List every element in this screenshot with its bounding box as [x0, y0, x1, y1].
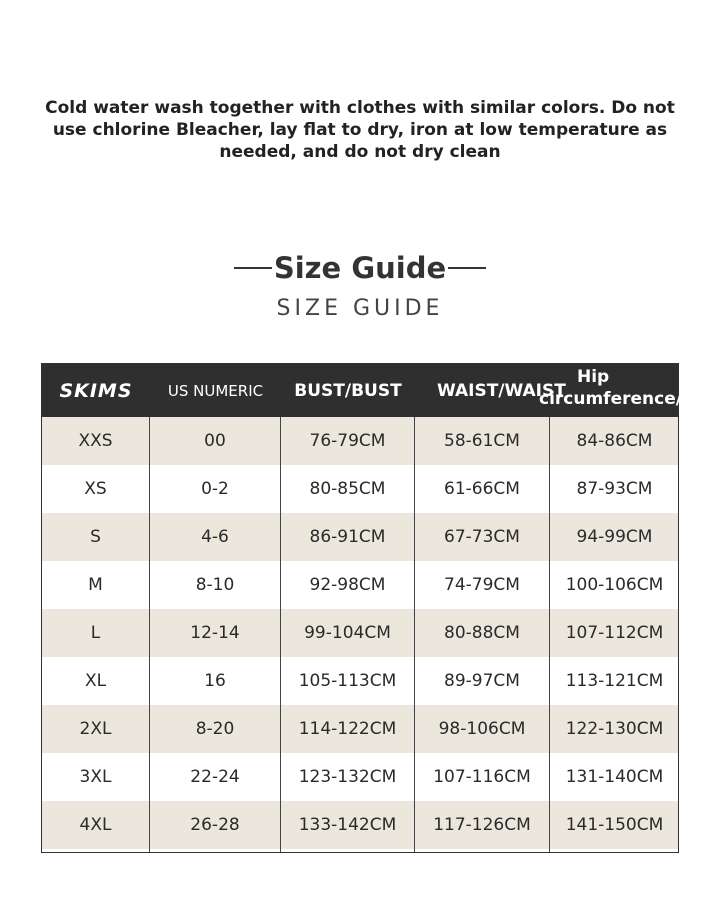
care-instructions: Cold water wash together with clothes with similar colors. Do not use chlorine Bleacher, lay flat to dry, iron at low temperature as needed, and do not dry clean — [45, 98, 675, 162]
us-numeric-cell: 4-6 — [201, 527, 229, 547]
us-numeric-cell: 00 — [204, 431, 226, 451]
us-numeric-cell: 16 — [204, 671, 226, 691]
table-row — [42, 513, 678, 561]
size-cell: S — [90, 527, 101, 547]
bust-cell: 76-79CM — [309, 431, 386, 451]
us-numeric-cell: 8-20 — [195, 719, 235, 739]
column-divider — [149, 417, 150, 852]
waist-cell: 98-106CM — [438, 719, 526, 739]
table-body — [42, 417, 678, 849]
table-row — [42, 705, 678, 753]
bust-cell: 123-132CM — [298, 767, 397, 787]
column-divider — [414, 417, 415, 852]
hip-cell: 107-112CM — [565, 623, 664, 643]
size-cell: XS — [84, 479, 107, 499]
us-numeric-cell: 12-14 — [190, 623, 240, 643]
header-waist: WAIST/WAIST — [437, 380, 566, 401]
size-cell: 3XL — [79, 767, 112, 787]
hip-cell: 94-99CM — [576, 527, 653, 547]
table-row — [42, 801, 678, 849]
title-rule-left — [234, 267, 272, 269]
table-header — [42, 364, 715, 417]
table-row — [42, 657, 678, 705]
header-hip — [539, 366, 715, 416]
size-cell: XXS — [78, 431, 113, 451]
size-guide-subtitle: SIZE GUIDE — [276, 296, 444, 321]
bust-cell: 99-104CM — [304, 623, 391, 643]
hip-cell: 122-130CM — [565, 719, 664, 739]
waist-cell: 61-66CM — [444, 479, 520, 499]
bust-cell: 105-113CM — [298, 671, 397, 691]
size-cell: L — [90, 623, 101, 643]
size-cell: 2XL — [79, 719, 112, 739]
table-row — [42, 753, 678, 801]
waist-cell: 67-73CM — [444, 527, 520, 547]
us-numeric-cell: 8-10 — [195, 575, 235, 595]
hip-cell: 131-140CM — [565, 767, 664, 787]
waist-cell: 107-116CM — [433, 767, 531, 787]
header-hip-line2: circumference/HIP — [539, 389, 715, 409]
us-numeric-cell: 22-24 — [190, 767, 240, 787]
header-bust: BUST/BUST — [294, 380, 402, 401]
us-numeric-cell: 0-2 — [201, 479, 229, 499]
hip-cell: 100-106CM — [565, 575, 664, 595]
size-cell: M — [88, 575, 103, 595]
table-row — [42, 465, 678, 513]
bust-cell: 80-85CM — [309, 479, 386, 499]
column-divider — [549, 417, 550, 852]
us-numeric-cell: 26-28 — [190, 815, 240, 835]
waist-cell: 117-126CM — [433, 815, 531, 835]
hip-cell: 87-93CM — [576, 479, 653, 499]
column-divider — [280, 417, 281, 852]
bust-cell: 86-91CM — [309, 527, 386, 547]
table-row — [42, 609, 678, 657]
waist-cell: 89-97CM — [444, 671, 520, 691]
bust-cell: 114-122CM — [298, 719, 397, 739]
hip-cell: 141-150CM — [565, 815, 664, 835]
hip-cell: 84-86CM — [576, 431, 653, 451]
hip-cell: 113-121CM — [565, 671, 664, 691]
size-table — [41, 363, 715, 853]
table-row — [42, 417, 678, 465]
size-cell: XL — [84, 671, 107, 691]
table-row — [42, 561, 678, 609]
bust-cell: 133-142CM — [298, 815, 397, 835]
size-guide-heading — [0, 248, 720, 288]
waist-cell: 58-61CM — [444, 431, 520, 451]
header-us-numeric: US NUMERIC — [167, 381, 264, 400]
header-hip-line1: Hip — [577, 367, 610, 387]
title-rule-right — [448, 267, 486, 269]
size-cell: 4XL — [79, 815, 112, 835]
brand-logo: SKIMS — [59, 379, 133, 402]
bust-cell: 92-98CM — [309, 575, 386, 595]
waist-cell: 80-88CM — [444, 623, 520, 643]
waist-cell: 74-79CM — [444, 575, 520, 595]
size-guide-title: Size Guide — [273, 251, 447, 285]
